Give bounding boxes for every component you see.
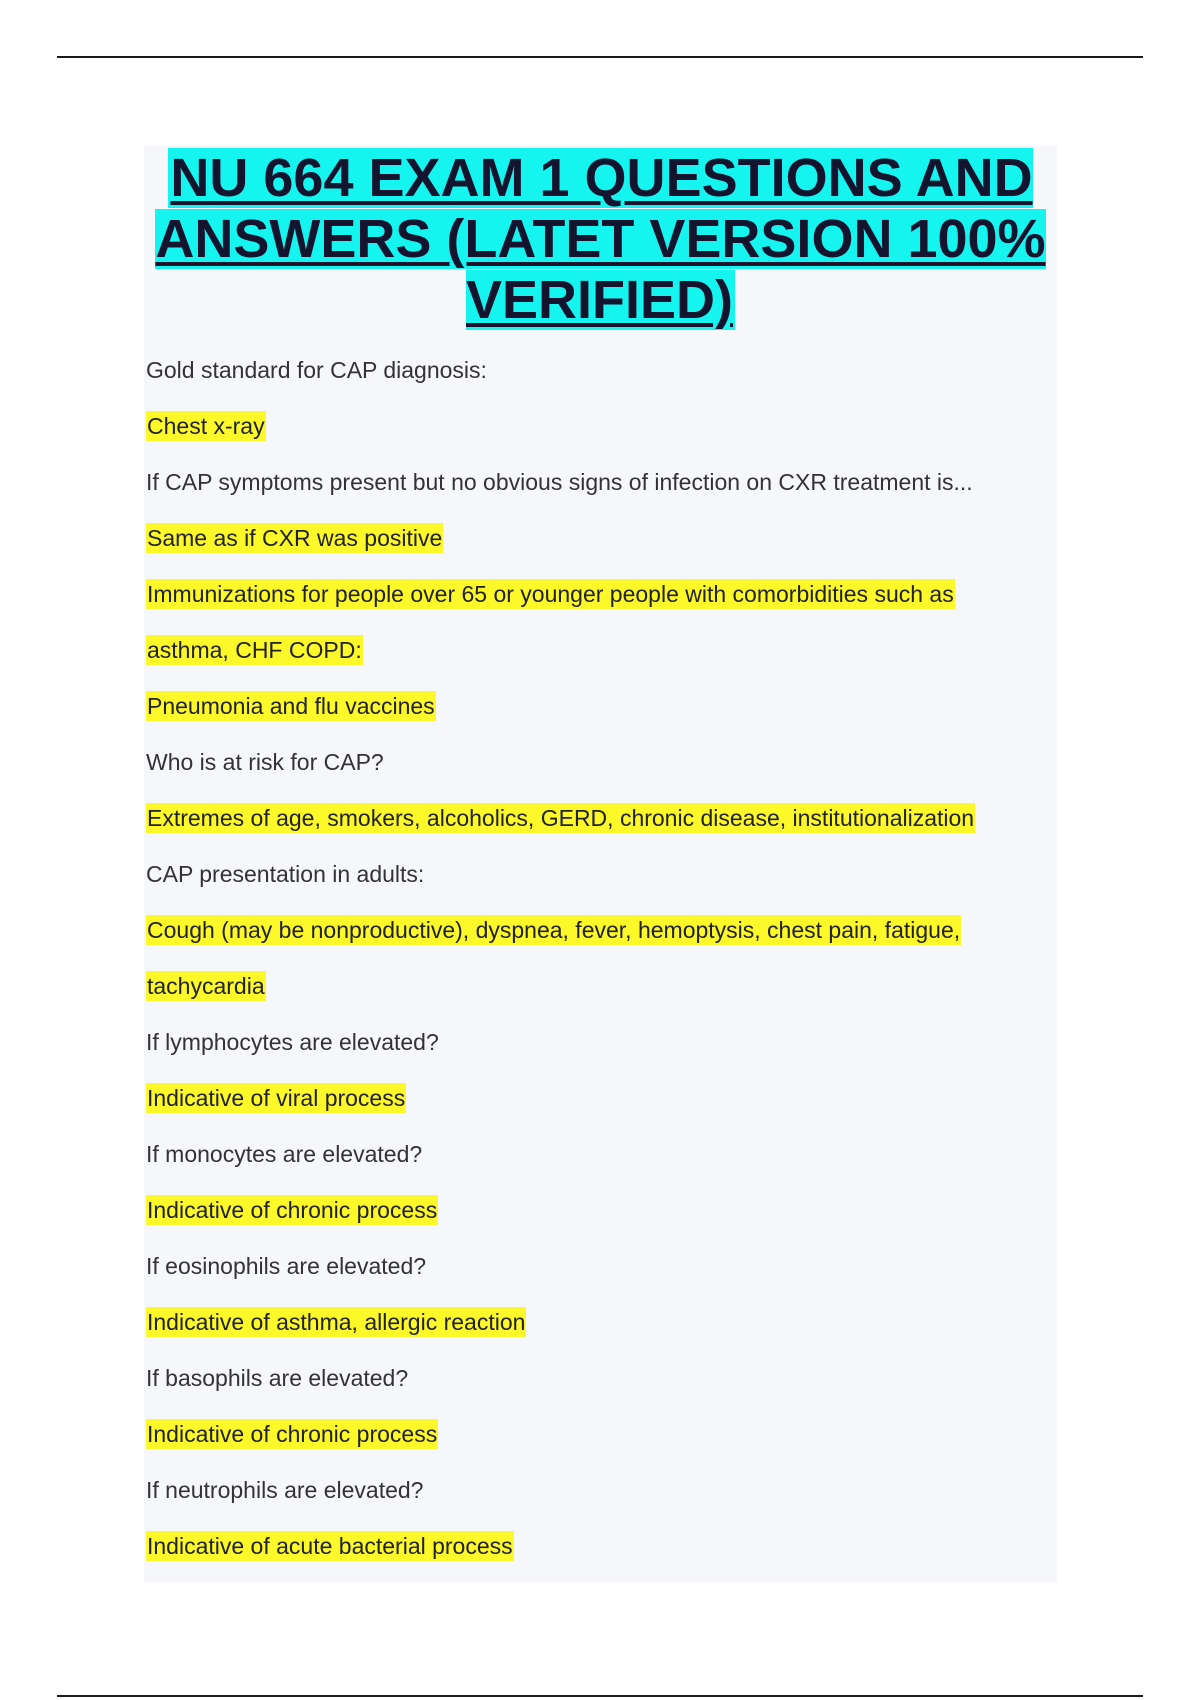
answer-text: Same as if CXR was positive [147,525,443,551]
question-text: If basophils are elevated? [146,1365,409,1391]
answer-line [146,566,1046,622]
answer-text: tachycardia [147,973,265,999]
question-line [146,1014,1046,1070]
answer-text: Indicative of chronic process [147,1421,438,1447]
answer-line [146,622,1046,678]
answer-text: Indicative of asthma, allergic reaction [147,1309,526,1335]
question-text: CAP presentation in adults: [146,861,425,887]
answer-text: Chest x-ray [147,413,265,439]
question-line [146,342,1046,398]
answer-line [146,1294,1046,1350]
question-line [146,1238,1046,1294]
answer-line [146,958,1046,1014]
answer-line [146,510,1046,566]
answer-line [146,902,1046,958]
answer-text: Extremes of age, smokers, alcoholics, GERD, chronic disease, institutionalization [147,805,975,831]
bottom-rule [57,1695,1143,1697]
question-text: If monocytes are elevated? [146,1141,423,1167]
question-text: If CAP symptoms present but no obvious signs of infection on CXR treatment is... [146,469,973,495]
question-line [146,1350,1046,1406]
question-text: Gold standard for CAP diagnosis: [146,357,487,383]
answer-line [146,1406,1046,1462]
question-line [146,846,1046,902]
question-text: Who is at risk for CAP? [146,749,384,775]
question-line [146,454,1046,510]
answer-line [146,1182,1046,1238]
answer-text: Cough (may be nonproductive), dyspnea, fever, hemoptysis, chest pain, fatigue, [147,917,961,943]
answer-text: Indicative of viral process [147,1085,406,1111]
answer-text: Indicative of acute bacterial process [147,1533,513,1559]
answer-text: asthma, CHF COPD: [147,637,362,663]
answer-text: Pneumonia and flu vaccines [147,693,435,719]
question-text: If eosinophils are elevated? [146,1253,427,1279]
question-line [146,1462,1046,1518]
question-line [146,734,1046,790]
question-line [146,1126,1046,1182]
question-text: If neutrophils are elevated? [146,1477,424,1503]
answer-line [146,1518,1046,1574]
document-title-text: NU 664 EXAM 1 QUESTIONS AND ANSWERS (LATET VERSION 100% VERIFIED) [155,148,1046,330]
answer-line [146,790,1046,846]
document-title [144,146,1057,331]
answer-line [146,1070,1046,1126]
answer-text: Immunizations for people over 65 or younger people with comorbidities such as [147,581,954,607]
qa-list [146,342,1046,1574]
answer-line [146,678,1046,734]
top-rule [57,56,1143,58]
question-text: If lymphocytes are elevated? [146,1029,439,1055]
answer-text: Indicative of chronic process [147,1197,438,1223]
answer-line [146,398,1046,454]
document-page [144,146,1057,1582]
